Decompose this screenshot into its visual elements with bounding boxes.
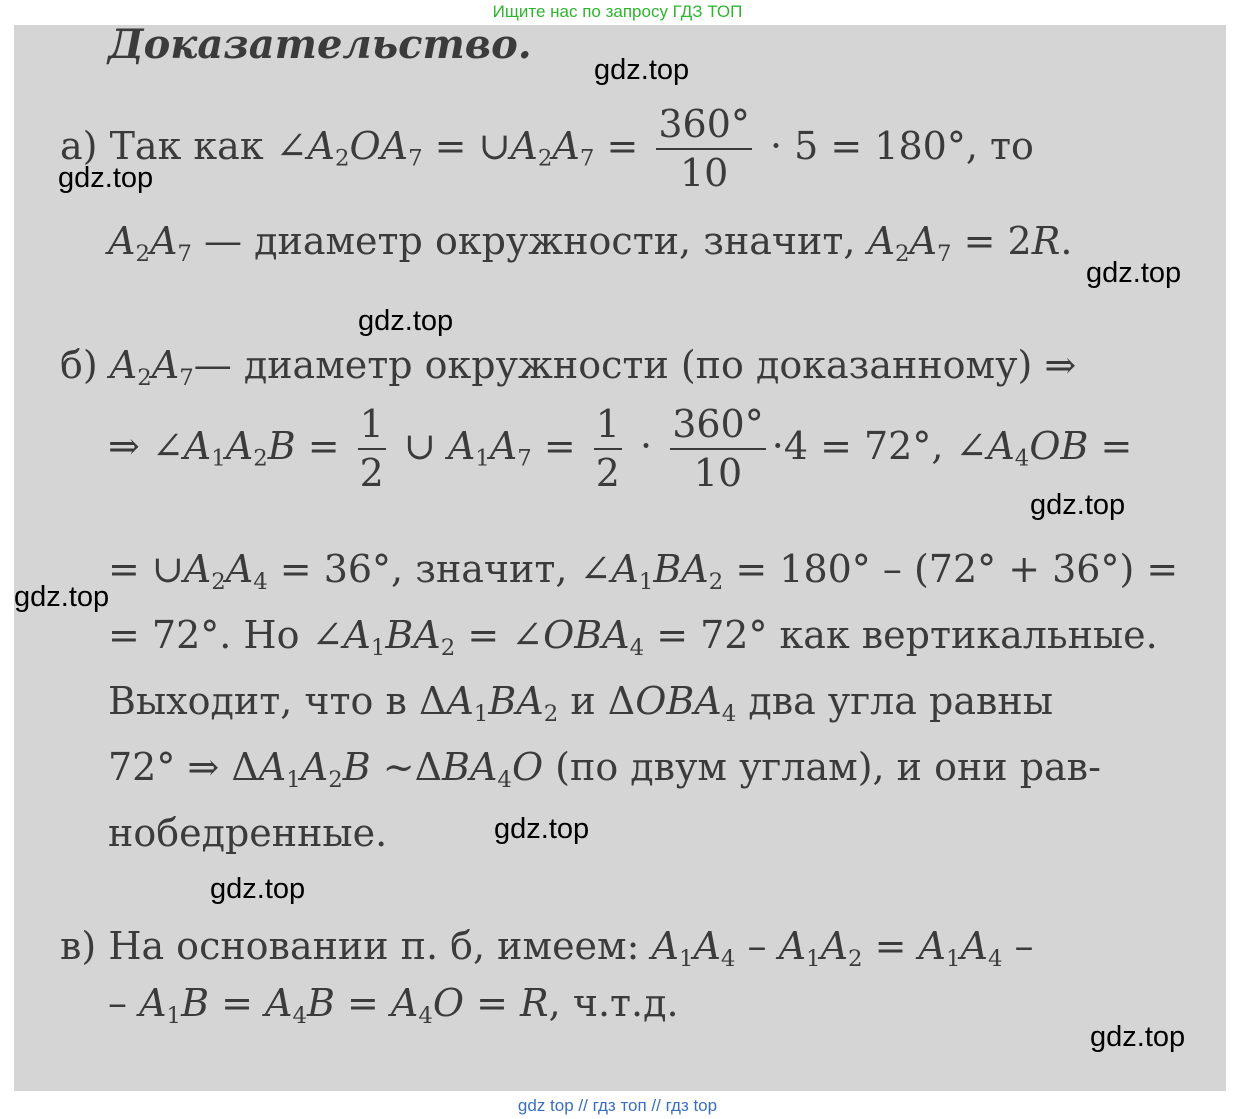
fraction-one-half-2: $\frac{1}{2}$ bbox=[595, 402, 620, 495]
watermark: gdz.top bbox=[1090, 1021, 1186, 1053]
watermark: gdz.top bbox=[494, 813, 590, 845]
watermark: gdz.top bbox=[210, 873, 306, 905]
part-a-label: а) bbox=[60, 123, 98, 168]
watermark: gdz.top bbox=[14, 581, 110, 613]
part-b-line-5: Выходит, что в $\Delta A_1BA_2$ и $\Delta OBA_4$ два угла равны bbox=[108, 679, 1053, 727]
top-banner[interactable]: Ищите нас по запросу ГДЗ ТОП bbox=[0, 0, 1235, 24]
watermark: gdz.top bbox=[1086, 257, 1182, 289]
part-b-label: б) bbox=[60, 343, 98, 387]
part-c-label: в) bbox=[60, 924, 97, 968]
part-b-line-3: = $\cup A_2A_4 = 36^\circ$, значит, $\angle A_1BA_2 = 180^\circ - (72^\circ + 36^\circ)$ = bbox=[108, 547, 1179, 595]
fraction-360-10: $\frac{360^\circ}{10}$ bbox=[658, 102, 750, 195]
fraction-360-10-b: $\frac{360^\circ}{10}$ bbox=[672, 402, 764, 495]
proof-heading: Доказательство. bbox=[108, 21, 532, 68]
part-b-line-6: 72° ⇒ $\Delta A_1A_2B$ $\sim\Delta BA_4O$ (по двум углам), и они рав- bbox=[108, 745, 1101, 793]
watermark: gdz.top bbox=[1030, 489, 1126, 521]
part-b-line-2: ⇒ $\angle A_1A_2B$ = $\frac{1}{2}$ ∪ $A_1A_7$ = $\frac{1}{2}$ · $\frac{360^\circ}{10}$ ·4 = 72°, $\angle A_4OB$ = bbox=[108, 402, 1133, 495]
part-a-line-2: $A_2A_7$ — диаметр окружности, значит, $A_2A_7 = 2R$. bbox=[108, 219, 1073, 267]
watermark: gdz.top bbox=[58, 162, 154, 194]
part-b-line-4: = 72°. Но $\angle A_1BA_2$ = $\angle OBA_4 = 72^\circ$ как вертикальные. bbox=[108, 613, 1158, 661]
part-b-line-1: б) $A_2A_7—$ диаметр окружности (по доказанному) ⇒ bbox=[60, 343, 1077, 391]
part-c-line-1: в) На основании п. б, имеем: $A_1A_4 - A_1A_2 = A_1A_4$ – bbox=[60, 924, 1034, 972]
part-a-line-1: а) Так как $\angle A_2OA_7$ = $\cup A_2A_7$ = $\frac{360^\circ}{10}$ · 5 = 180°, то bbox=[60, 102, 1034, 195]
fraction-one-half: $\frac{1}{2}$ bbox=[359, 402, 384, 495]
part-b-line-7: нобедренные. bbox=[108, 811, 388, 855]
watermark: gdz.top bbox=[594, 54, 690, 86]
watermark: gdz.top bbox=[358, 305, 454, 337]
part-c-line-2: – $A_1B = A_4B = A_4O = R$, ч.т.д. bbox=[108, 981, 679, 1029]
bottom-banner[interactable]: gdz top // гдз топ // гдз top bbox=[0, 1092, 1235, 1119]
